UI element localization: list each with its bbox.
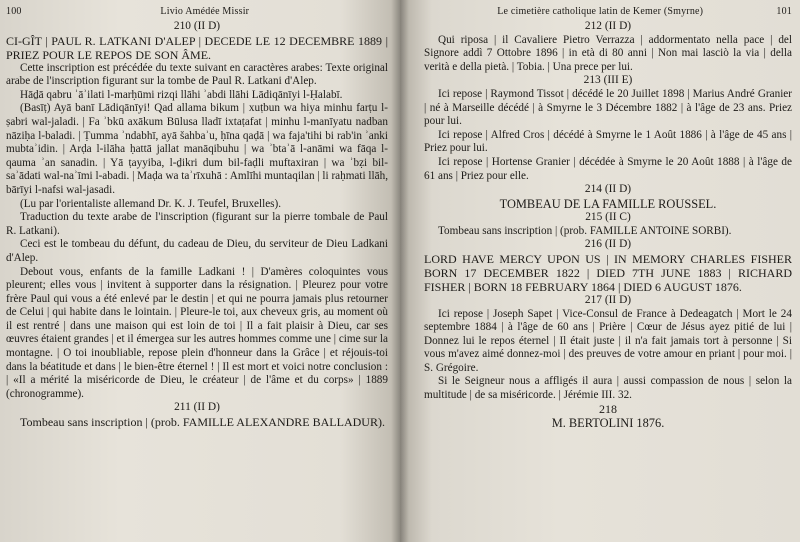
paragraph-217-sapet: Ici repose | Joseph Sapet | Vice-Consul de France à Dedeagatch | Mort le 24 septembre 1884 | à l'âge de 60 ans | Prière | Cœur de Jésus ayez pitié de lui | Donnez lui le repos éternel | Il était juste | il n'a fait jamais tort à personne | Si vous m'avez aimé donnez-moi | des preuves de votre amour en priant | pour moi. | S. Grégoire.: [424, 307, 792, 374]
paragraph-reader-note: (Lu par l'orientaliste allemand Dr. K. J. Teufel, Bruxelles).: [20, 197, 282, 210]
left-page-body: [6, 20, 388, 429]
entry-heading-213: 213 (III E): [583, 74, 633, 87]
paragraph-211: Tombeau sans inscription | (prob. FAMILLE ALEXANDRE BALLADUR).: [20, 415, 385, 430]
paragraph-translation-intro: Traduction du texte arabe de l'inscription (figurant sur la pierre tombale de Paul R. Latkani).: [6, 211, 388, 237]
left-running-title: Livio Amédée Missir: [160, 6, 250, 17]
paragraph-216: LORD HAVE MERCY UPON US | IN MEMORY CHARLES FISHER BORN 17 DECEMBER 1822 | DIED 7TH JUNE 1883 | RICHARD FISHER | BORN 18 FEBRUARY 1864 | DIED 6 AUGUST 1876.: [424, 251, 792, 294]
paragraph-213-granier: Ici repose | Hortense Granier | décédée à Smyrne le 20 Août 1888 | à l'âge de 61 ans | Priez pour elle.: [424, 155, 792, 182]
paragraph-212: Qui riposa | il Cavaliere Pietro Verrazza | addormentato nella pace | del Signore addì 7 Ottobre 1896 | in età di 80 anni | Non mai lasciò la via | della verità e della pietà. | Tobia. | Una prece per lui.: [424, 33, 792, 73]
paragraph-213-cros: Ici repose | Alfred Cros | décédé à Smyrne le 1 Août 1886 | à l'âge de 45 ans | Priez pour lui.: [424, 128, 792, 155]
entry-heading-212: 212 (II D): [584, 20, 632, 32]
entry-heading-214: 214 (II D): [584, 183, 632, 196]
right-page-header: [424, 6, 792, 20]
paragraph-transliteration-title: Hāḏā qabru ʾāʾilati l-marḥūmi rizqi llāhi ʾabdi llāhi Lādiqānīyi l-Ḥalabī.: [20, 88, 343, 101]
paragraph-translation-1: Ceci est le tombeau du défunt, du cadeau de Dieu, du serviteur de Dieu Ladkani d'Alep.: [6, 238, 388, 264]
paragraph-213-tissot: Ici repose | Raymond Tissot | décédé le 20 Juillet 1898 | Marius André Granier | né à Marseille décédé | à Smyrne le 3 Décembre 1882 | à l'âge de 23 ans. Priez pour lui.: [424, 87, 792, 128]
right-running-title: Le cimetière catholique latin de Kemer (Smyrne): [497, 6, 704, 17]
entry-heading-215: 215 (II C): [585, 211, 631, 224]
paragraph-arabic-intro: Cette inscription est précédée du texte suivant en caractères arabes: Texte original arabe de l'inscription figurant sur la tombe de Paul R. Latkani d'Alep.: [6, 61, 388, 88]
entry-heading-217: 217 (II D): [584, 293, 632, 306]
paragraph-218: M. BERTOLINI 1876.: [551, 416, 665, 431]
paragraph-217-jeremie: Si le Seigneur nous a affligés il aura | aussi compassion de nous | selon la multitude | de sa miséricorde. | Jérémie III. 32.: [424, 375, 792, 402]
entry-heading-210: 210 (II D): [173, 20, 221, 32]
paragraph-translation-2: Debout vous, enfants de la famille Ladkani ! | D'amères coloquintes vous pleurent; elles vous | invitent à supporter dans la résignation. | Pleurez pour votre frère Paul qui vous a été enlevé par le destin | et qui ne pourra jamais plus retourner de Celui | qui habite dans le lointain. | Pleure-le toi, aux cheveux gris, au moment où il est rentré | dans une maison qui est loin de toi | Il a fait plaisir à Dieu, car ses œuvres étaient grandes | et il émergea sur les autres hommes comme une | cime sur la montagne. | O toi inoubliable, repose plein d'honneur dans la Grâce | et réjouis-toi dans la béatitude et dans | le bien-être éternel ! | Il est mort et voici notre conclusion : | «Il a mérité la miséricorde de Dieu, le créateur | de l'âme et du corps» | 1889 (chronogramme).: [6, 265, 388, 400]
right-page-number: 101: [776, 6, 792, 17]
right-page: [400, 0, 800, 542]
paragraph-214: TOMBEAU DE LA FAMILLE ROUSSEL.: [499, 196, 717, 211]
left-page-number: 100: [6, 6, 22, 17]
left-page-header: [6, 6, 388, 20]
right-page-body: [424, 20, 792, 431]
book-gutter-shadow: [391, 0, 409, 542]
entry-heading-218: 218: [599, 401, 617, 416]
entry-heading-211: 211 (II D): [174, 401, 220, 414]
paragraph-transliteration-poem: (Basīṭ) Ayā banī Lādiqānīyi! Qad allama bikum | xuṭbun wa hiya minhu farṭu l-ṣabri wal-jaladi. | Fa ʾbkū axākum Būlusa lladī ixtaṭafat | minhu l-manīyatu nadban nāziḥa l-baladi. | Ṭumma ʾndabhī, ayā šahbaʾu, ḥīna qaḍā | wa faja'tihi bi rab'in ʾanki mubtaʾidin. | Arḍa l-ilāha ḥattā jallat manāqibuhu | wa ʾbtaʾā l-anāmi wa fāqa l-qauma ʾan sanadin. | Yā ṭayyiba, l-ḏikri dum bil-faḍli muftaxiran | wa ʾbẓi bil-saʾādati wal-naʾīmi l-abadi. | Maḍa wa taʾrīxuhā : Amlīhi muntaqilan | li raḥmati llāh, bārīyi l-nafsi wal-jasadi.: [6, 102, 388, 196]
inscription-210: CI-GÎT | PAUL R. LATKANI D'ALEP | DECEDE LE 12 DECEMBRE 1889 | PRIEZ POUR LE REPOS DE SON ÂME.: [6, 33, 388, 62]
paragraph-215: Tombeau sans inscription | (prob. FAMILLE ANTOINE SORBI).: [438, 224, 732, 237]
entry-heading-216: 216 (II D): [584, 238, 632, 251]
